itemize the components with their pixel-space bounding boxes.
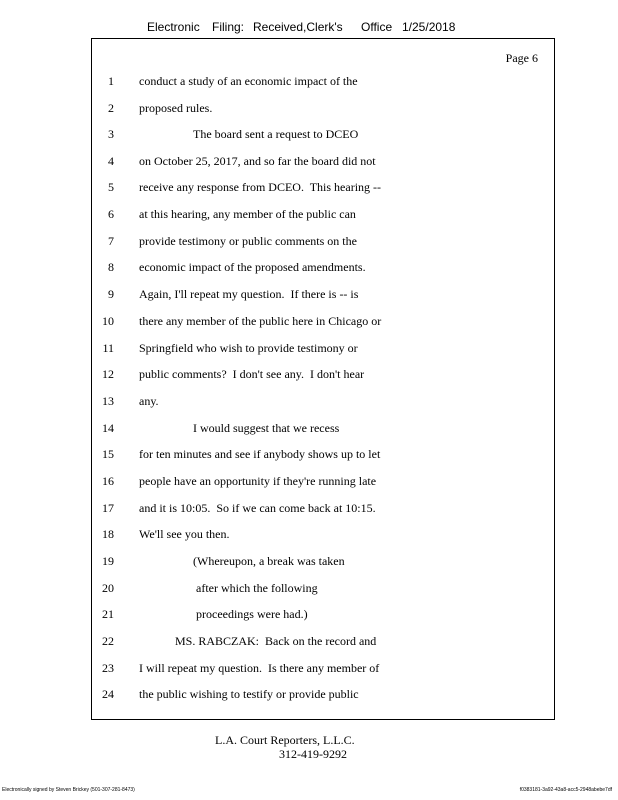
line-text: on October 25, 2017, and so far the board did not — [139, 154, 376, 168]
line-number: 3 — [108, 127, 114, 141]
transcript-line — [92, 153, 554, 169]
line-number: 9 — [108, 287, 114, 301]
line-number: 12 — [102, 367, 114, 381]
transcript-line — [92, 606, 554, 622]
line-text: any. — [139, 394, 159, 408]
line-text: Again, I'll repeat my question. If there is -- is — [139, 287, 359, 301]
line-number: 17 — [102, 501, 114, 515]
line-number: 22 — [102, 634, 114, 648]
filing-office: Office — [361, 20, 393, 34]
line-number: 23 — [102, 661, 114, 675]
line-number: 16 — [102, 474, 114, 488]
line-number: 19 — [102, 554, 114, 568]
footer-phone: 312-419-9292 — [279, 747, 347, 761]
line-number: 1 — [108, 74, 114, 88]
transcript-line — [92, 126, 554, 142]
filing-stamp-header — [0, 20, 618, 36]
line-text: (Whereupon, a break was taken — [193, 554, 345, 568]
transcript-line — [92, 446, 554, 462]
line-text: public comments? I don't see any. I don't hear — [139, 367, 365, 381]
line-number: 10 — [102, 314, 114, 328]
transcript-line — [92, 206, 554, 222]
transcript-line — [92, 179, 554, 195]
line-number: 18 — [102, 527, 114, 541]
line-text: I would suggest that we recess — [193, 421, 340, 435]
transcript-page — [91, 38, 555, 720]
transcript-line — [92, 366, 554, 382]
line-text: provide testimony or public comments on the — [139, 234, 357, 248]
transcript-line — [92, 660, 554, 676]
electronic-signature: Electronically signed by Steven Brickey (501-307-281-8473) — [2, 787, 135, 793]
line-number: 4 — [108, 154, 114, 168]
transcript-line — [92, 526, 554, 542]
filing-received: Received,Clerk's — [253, 20, 343, 34]
line-text: for ten minutes and see if anybody shows up to let — [139, 447, 381, 461]
filing-label: Filing: — [212, 20, 245, 34]
document-hash: f0383181-3a92-43a8-acc5-2948abebe7df — [519, 787, 612, 793]
line-text: after which the following — [196, 581, 318, 595]
transcript-line — [92, 473, 554, 489]
line-text: the public wishing to testify or provide public — [139, 687, 359, 701]
line-number: 15 — [102, 447, 114, 461]
line-text: We'll see you then. — [139, 527, 230, 541]
transcript-line — [92, 259, 554, 275]
line-text: proposed rules. — [139, 101, 213, 115]
transcript-line — [92, 73, 554, 89]
line-text: conduct a study of an economic impact of the — [139, 74, 358, 88]
page-number: Page 6 — [505, 51, 538, 65]
filing-date: 1/25/2018 — [402, 20, 456, 34]
line-number: 20 — [102, 581, 114, 595]
transcript-line — [92, 100, 554, 116]
transcript-line — [92, 233, 554, 249]
line-text: receive any response from DCEO. This hearing -- — [139, 180, 382, 194]
line-text: and it is 10:05. So if we can come back at 10:15. — [139, 501, 376, 515]
line-number: 8 — [108, 260, 114, 274]
footer-company: L.A. Court Reporters, L.L.C. — [215, 733, 355, 747]
transcript-line — [92, 633, 554, 649]
transcript-line — [92, 553, 554, 569]
transcript-line — [92, 580, 554, 596]
line-number: 7 — [108, 234, 114, 248]
line-number: 6 — [108, 207, 114, 221]
line-number: 5 — [108, 180, 114, 194]
transcript-line — [92, 286, 554, 302]
line-number: 14 — [102, 421, 114, 435]
line-text: proceedings were had.) — [196, 607, 308, 621]
line-text: economic impact of the proposed amendments. — [139, 260, 366, 274]
transcript-line — [92, 500, 554, 516]
line-number: 24 — [102, 687, 114, 701]
line-text: Springfield who wish to provide testimony or — [139, 341, 358, 355]
transcript-line — [92, 313, 554, 329]
line-text: people have an opportunity if they're running late — [139, 474, 377, 488]
line-text: I will repeat my question. Is there any member of — [139, 661, 380, 675]
line-number: 11 — [102, 341, 114, 355]
line-text: at this hearing, any member of the public can — [139, 207, 356, 221]
transcript-line — [92, 340, 554, 356]
line-number: 2 — [108, 101, 114, 115]
line-number: 13 — [102, 394, 114, 408]
line-text: MS. RABCZAK: Back on the record and — [175, 634, 377, 648]
line-text: The board sent a request to DCEO — [193, 127, 359, 141]
line-number: 21 — [102, 607, 114, 621]
filing-electronic: Electronic — [147, 20, 200, 34]
line-text: there any member of the public here in Chicago or — [139, 314, 382, 328]
transcript-line — [92, 393, 554, 409]
transcript-line — [92, 420, 554, 436]
transcript-line — [92, 686, 554, 702]
